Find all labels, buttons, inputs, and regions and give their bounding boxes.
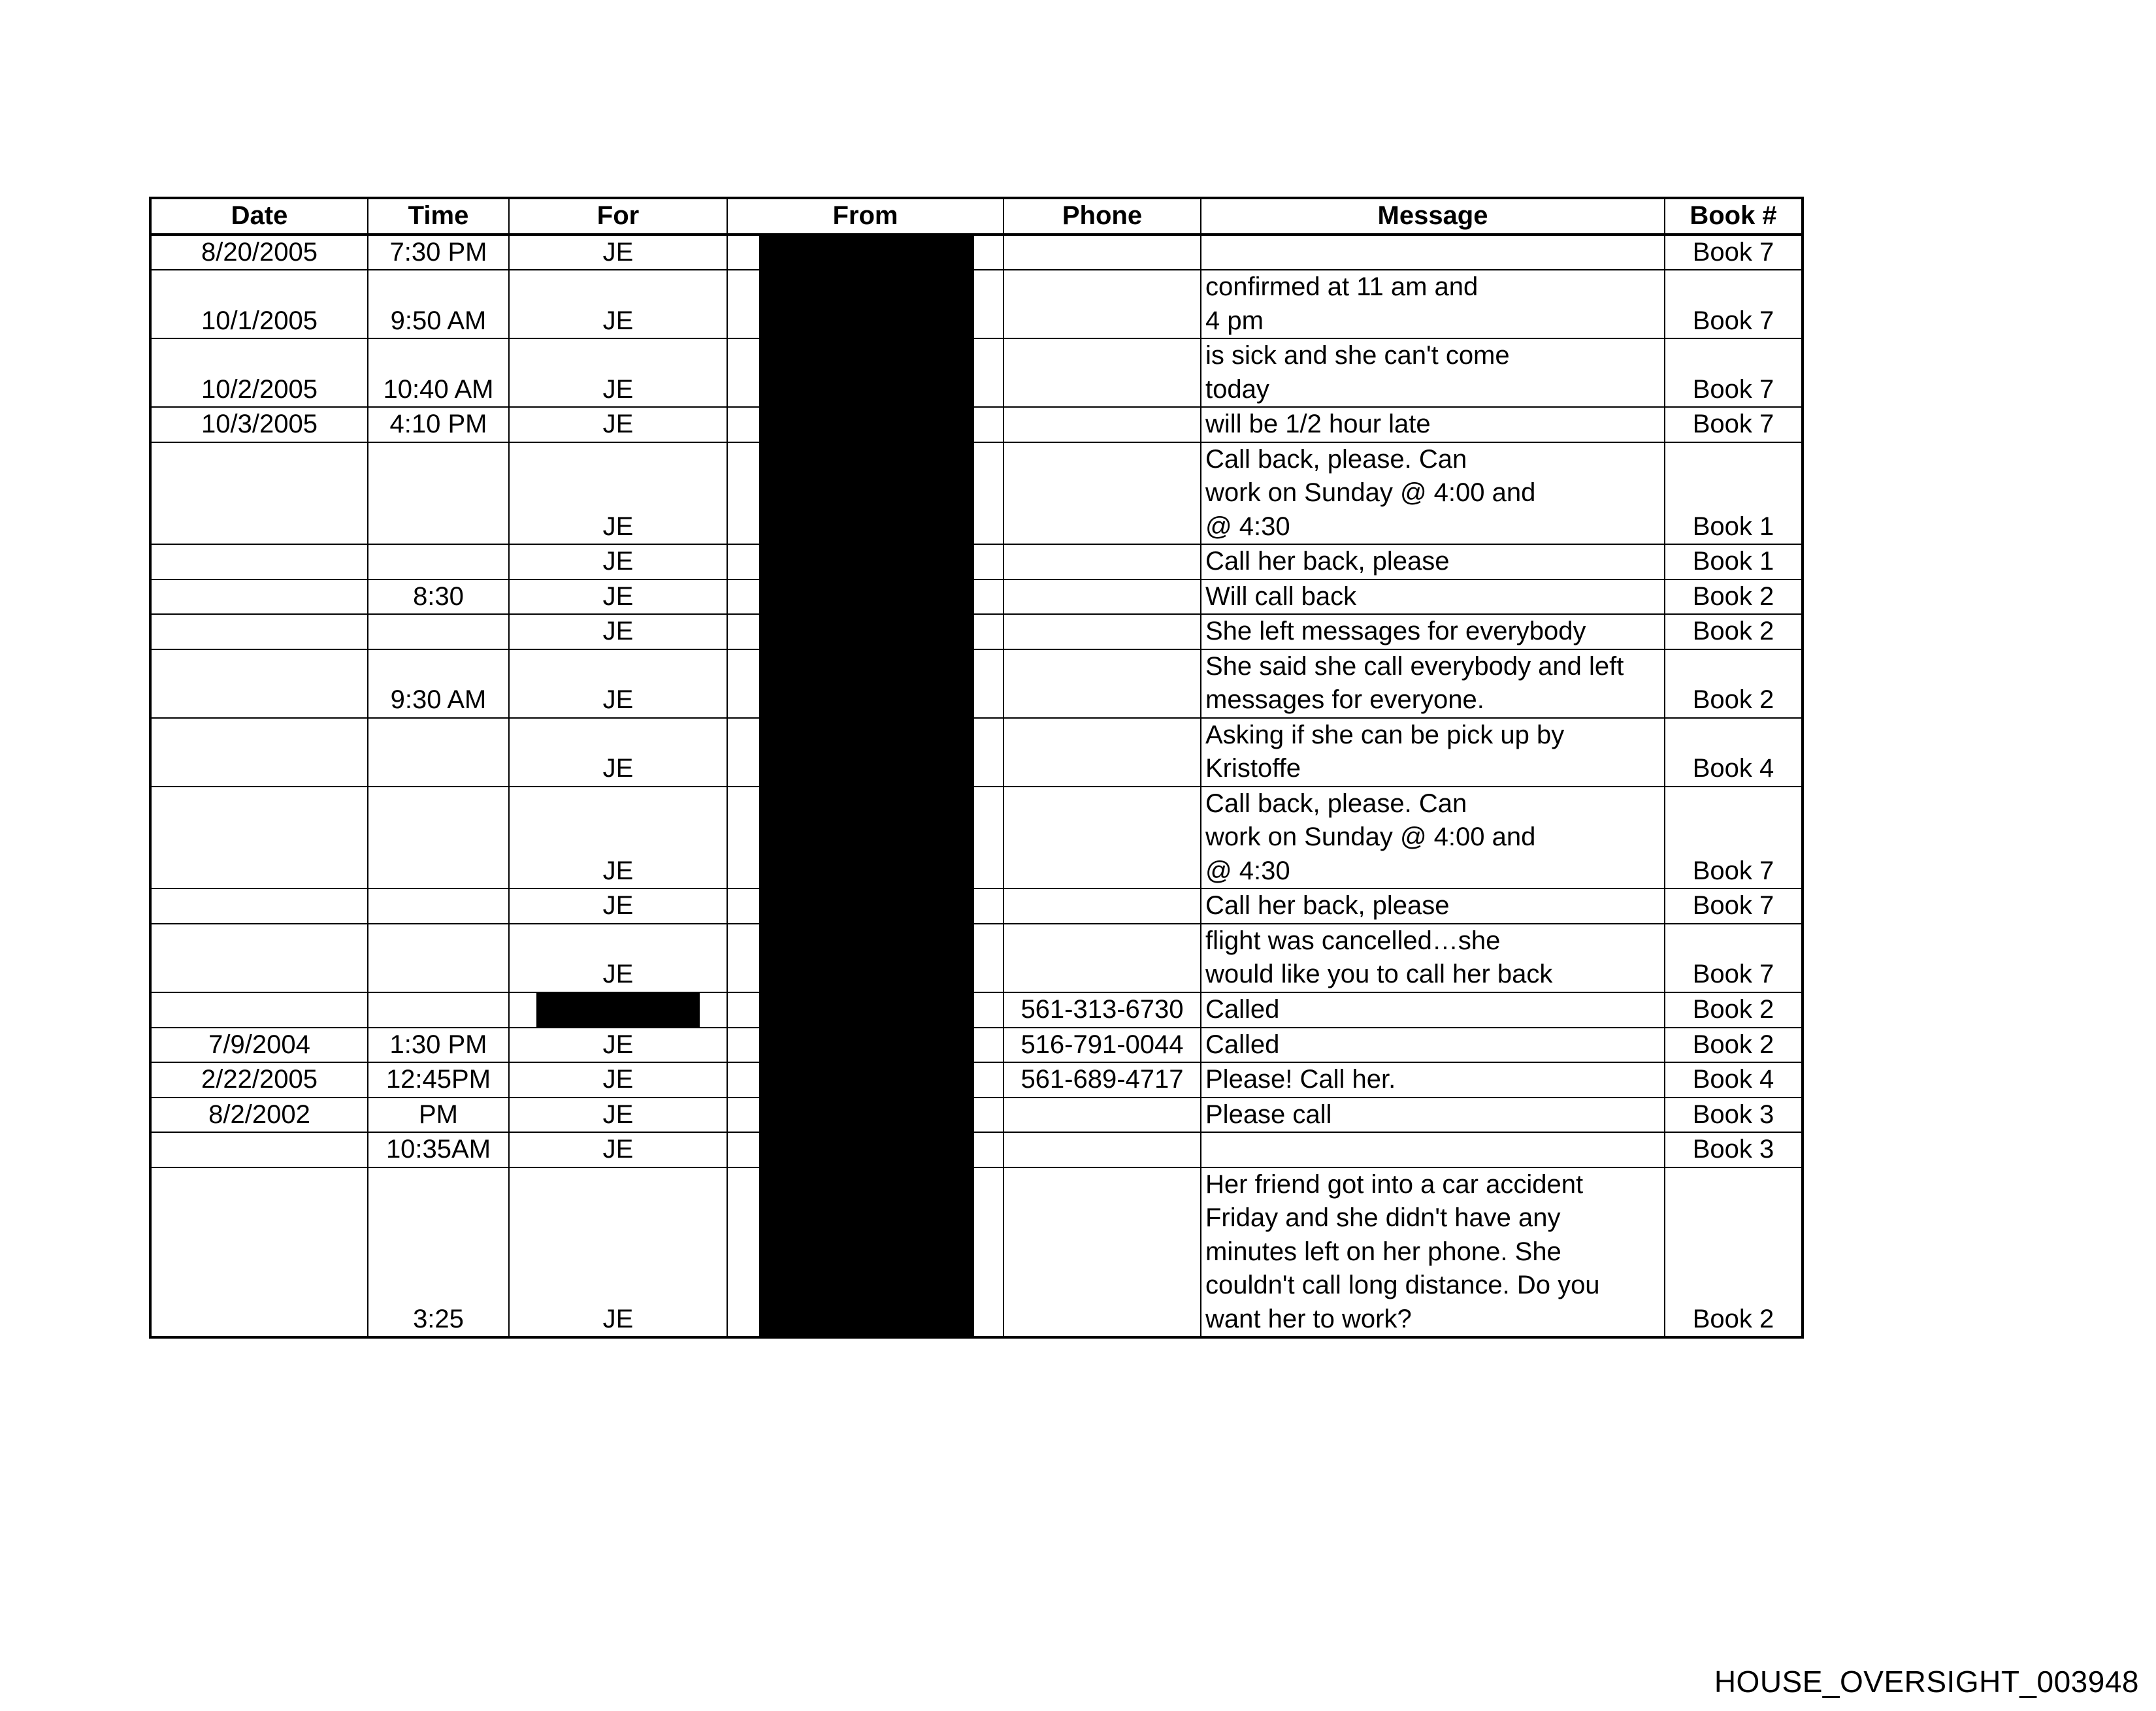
message-cell-text: Please! Call her. <box>1205 1065 1396 1094</box>
time-cell <box>368 579 509 615</box>
for-cell <box>509 992 727 1028</box>
phone-cell <box>1004 718 1201 787</box>
book-cell-text: Book 4 <box>1692 754 1774 783</box>
phone-cell <box>1004 649 1201 718</box>
date-cell-text: 8/20/2005 <box>201 237 318 267</box>
date-cell <box>150 338 368 407</box>
date-cell <box>150 614 368 649</box>
date-cell-text: 2/22/2005 <box>201 1065 318 1094</box>
table-row <box>150 442 1803 545</box>
book-cell <box>1665 888 1803 924</box>
book-cell <box>1665 924 1803 992</box>
book-cell <box>1665 338 1803 407</box>
date-cell <box>150 718 368 787</box>
message-cell <box>1201 992 1665 1028</box>
message-cell-text: is sick and she can't come today <box>1205 341 1510 404</box>
time-cell-text: 4:10 PM <box>389 410 487 438</box>
message-cell <box>1201 1028 1665 1063</box>
for-cell <box>509 407 727 442</box>
phone-cell-text: 561-689-4717 <box>1021 1065 1184 1094</box>
book-cell <box>1665 270 1803 338</box>
header-date: Date <box>150 198 368 235</box>
date-cell <box>150 1062 368 1098</box>
for-cell <box>509 787 727 889</box>
message-cell <box>1201 544 1665 579</box>
phone-cell <box>1004 888 1201 924</box>
message-cell <box>1201 1098 1665 1133</box>
table-row <box>150 1098 1803 1133</box>
for-cell <box>509 1167 727 1338</box>
phone-message-log-table <box>149 197 1804 1339</box>
date-cell-text: 10/2/2005 <box>201 374 318 404</box>
time-cell <box>368 787 509 889</box>
date-cell <box>150 649 368 718</box>
time-cell <box>368 270 509 338</box>
redaction-block <box>759 1098 974 1133</box>
for-cell-text: JE <box>602 237 634 267</box>
message-cell-text: Asking if she can be pick up by Kristoffe <box>1205 720 1565 783</box>
time-cell-text: 7:30 PM <box>389 237 487 267</box>
phone-cell <box>1004 992 1201 1028</box>
from-cell <box>727 1028 1004 1063</box>
for-cell <box>509 1098 727 1133</box>
from-cell <box>727 614 1004 649</box>
book-cell-text: Book 7 <box>1692 410 1774 438</box>
redaction-block <box>759 270 974 338</box>
table-row <box>150 614 1803 649</box>
time-cell <box>368 338 509 407</box>
time-cell-text: 9:30 AM <box>390 685 487 714</box>
for-cell-text: JE <box>602 960 634 988</box>
message-cell <box>1201 1062 1665 1098</box>
message-cell-text: will be 1/2 hour late <box>1205 410 1431 438</box>
for-cell-text: JE <box>602 1065 634 1094</box>
redaction-block <box>759 544 974 579</box>
date-cell-text: 7/9/2004 <box>208 1030 310 1059</box>
redaction-block <box>759 338 974 407</box>
phone-cell <box>1004 270 1201 338</box>
from-cell <box>727 442 1004 545</box>
table-row <box>150 270 1803 338</box>
table-row <box>150 1062 1803 1098</box>
date-cell <box>150 1167 368 1338</box>
book-cell <box>1665 1098 1803 1133</box>
message-cell-text: confirmed at 11 am and 4 pm <box>1205 272 1478 335</box>
time-cell <box>368 992 509 1028</box>
for-cell <box>509 442 727 545</box>
for-cell <box>509 718 727 787</box>
redaction-block <box>759 1167 974 1338</box>
for-cell-text: JE <box>602 306 634 335</box>
time-cell-text: 3:25 <box>413 1304 464 1333</box>
for-cell-text: JE <box>602 374 634 404</box>
redaction-block <box>759 1028 974 1063</box>
date-cell-text: 10/1/2005 <box>201 306 318 335</box>
redaction-block <box>759 235 974 270</box>
message-cell-text: She said she call everybody and left messages for everyone. <box>1205 651 1624 714</box>
date-cell <box>150 544 368 579</box>
date-cell <box>150 787 368 889</box>
time-cell <box>368 1167 509 1338</box>
for-cell-text: JE <box>602 891 634 920</box>
book-cell <box>1665 442 1803 545</box>
book-cell-text: Book 7 <box>1692 856 1774 885</box>
redaction-block <box>759 1132 974 1167</box>
for-cell-text: JE <box>602 856 634 885</box>
for-cell <box>509 649 727 718</box>
book-cell <box>1665 1062 1803 1098</box>
date-cell <box>150 1028 368 1063</box>
for-cell-text: JE <box>602 1135 634 1164</box>
message-cell-text: Will call back <box>1205 581 1357 611</box>
phone-cell <box>1004 544 1201 579</box>
book-cell <box>1665 614 1803 649</box>
from-cell <box>727 270 1004 338</box>
time-cell <box>368 407 509 442</box>
for-cell <box>509 544 727 579</box>
time-cell <box>368 1098 509 1133</box>
phone-cell-text: 561-313-6730 <box>1021 995 1184 1024</box>
redaction-block <box>759 579 974 615</box>
from-cell <box>727 1062 1004 1098</box>
time-cell <box>368 649 509 718</box>
redaction-block <box>759 1062 974 1098</box>
time-cell <box>368 614 509 649</box>
for-cell <box>509 235 727 270</box>
header-time: Time <box>368 198 509 235</box>
table-row <box>150 235 1803 270</box>
book-cell <box>1665 718 1803 787</box>
book-cell <box>1665 787 1803 889</box>
table-header-row <box>150 198 1803 235</box>
header-message: Message <box>1201 198 1665 235</box>
time-cell-text: 9:50 AM <box>390 306 487 335</box>
for-cell-text: JE <box>602 1100 634 1129</box>
phone-cell-text: 516-791-0044 <box>1021 1030 1184 1059</box>
book-cell <box>1665 544 1803 579</box>
phone-cell <box>1004 338 1201 407</box>
time-cell-text: 10:35AM <box>385 1135 491 1164</box>
message-cell <box>1201 614 1665 649</box>
message-cell-text: flight was cancelled…she would like you to call her back <box>1205 926 1553 988</box>
from-cell <box>727 544 1004 579</box>
message-cell-text: Please call <box>1205 1100 1332 1129</box>
message-cell-text: Her friend got into a car accident Friday and she didn't have any minutes left on her phone. She couldn't call long distance. Do you want her to work? <box>1205 1169 1600 1333</box>
date-cell-text: 10/3/2005 <box>201 410 318 438</box>
from-cell <box>727 1132 1004 1167</box>
table-row <box>150 544 1803 579</box>
for-cell <box>509 1062 727 1098</box>
redaction-block <box>759 718 974 787</box>
time-cell-text: 10:40 AM <box>383 374 494 404</box>
date-cell <box>150 407 368 442</box>
for-cell-text: JE <box>602 1304 634 1333</box>
for-cell-text: JE <box>602 1030 634 1059</box>
redaction-block <box>759 649 974 718</box>
date-cell <box>150 924 368 992</box>
date-cell <box>150 442 368 545</box>
phone-cell <box>1004 1062 1201 1098</box>
message-cell <box>1201 338 1665 407</box>
phone-cell <box>1004 442 1201 545</box>
book-cell-text: Book 2 <box>1692 1304 1774 1333</box>
table-row <box>150 579 1803 615</box>
date-cell <box>150 888 368 924</box>
date-cell <box>150 235 368 270</box>
message-cell <box>1201 579 1665 615</box>
time-cell <box>368 1062 509 1098</box>
header-from: From <box>727 198 1004 235</box>
from-cell <box>727 924 1004 992</box>
redaction-block <box>759 614 974 649</box>
phone-cell <box>1004 1098 1201 1133</box>
book-cell-text: Book 7 <box>1692 237 1774 267</box>
date-cell <box>150 1098 368 1133</box>
date-cell <box>150 579 368 615</box>
message-cell-text: Call her back, please <box>1205 891 1450 920</box>
message-cell <box>1201 1167 1665 1338</box>
for-cell <box>509 924 727 992</box>
header-for: For <box>509 198 727 235</box>
book-cell-text: Book 4 <box>1692 1065 1774 1094</box>
time-cell <box>368 235 509 270</box>
time-cell <box>368 1132 509 1167</box>
book-cell-text: Book 7 <box>1692 960 1774 988</box>
for-cell-text: JE <box>602 547 634 576</box>
message-cell <box>1201 888 1665 924</box>
message-cell <box>1201 649 1665 718</box>
redaction-block <box>759 787 974 889</box>
time-cell <box>368 888 509 924</box>
message-cell-text: Call back, please. Can work on Sunday @ 4:00 and @ 4:30 <box>1205 789 1536 885</box>
table-row <box>150 924 1803 992</box>
message-cell-text: Call back, please. Can work on Sunday @ 4:00 and @ 4:30 <box>1205 444 1536 541</box>
time-cell-text: 12:45PM <box>385 1065 491 1094</box>
book-cell <box>1665 235 1803 270</box>
from-cell <box>727 579 1004 615</box>
message-cell-text: Called <box>1205 1030 1280 1059</box>
table-row <box>150 407 1803 442</box>
table-row <box>150 1028 1803 1063</box>
redaction-block <box>759 442 974 545</box>
book-cell-text: Book 1 <box>1692 512 1774 541</box>
time-cell-text: 1:30 PM <box>389 1030 487 1059</box>
book-cell-text: Book 7 <box>1692 306 1774 335</box>
table-row <box>150 992 1803 1028</box>
book-cell-text: Book 7 <box>1692 374 1774 404</box>
for-cell-text: JE <box>602 617 634 645</box>
book-cell-text: Book 7 <box>1692 891 1774 920</box>
book-cell <box>1665 407 1803 442</box>
phone-cell <box>1004 579 1201 615</box>
book-cell <box>1665 992 1803 1028</box>
date-cell <box>150 992 368 1028</box>
table-row <box>150 1132 1803 1167</box>
for-cell <box>509 270 727 338</box>
from-cell <box>727 1098 1004 1133</box>
redaction-block <box>759 407 974 442</box>
message-cell-text: She left messages for everybody <box>1205 617 1586 645</box>
book-cell-text: Book 2 <box>1692 581 1774 611</box>
from-cell <box>727 992 1004 1028</box>
redaction-block <box>759 992 974 1028</box>
phone-cell <box>1004 924 1201 992</box>
message-cell <box>1201 235 1665 270</box>
table-row <box>150 718 1803 787</box>
from-cell <box>727 1167 1004 1338</box>
time-cell <box>368 442 509 545</box>
message-cell <box>1201 407 1665 442</box>
for-cell <box>509 888 727 924</box>
table-row <box>150 787 1803 889</box>
message-cell <box>1201 1132 1665 1167</box>
time-cell <box>368 1028 509 1063</box>
from-cell <box>727 718 1004 787</box>
book-cell <box>1665 649 1803 718</box>
book-cell <box>1665 579 1803 615</box>
phone-cell <box>1004 1028 1201 1063</box>
time-cell <box>368 924 509 992</box>
message-cell <box>1201 442 1665 545</box>
date-cell-text: 8/2/2002 <box>208 1100 310 1129</box>
for-cell-text: JE <box>602 685 634 714</box>
from-cell <box>727 235 1004 270</box>
book-cell <box>1665 1132 1803 1167</box>
book-cell-text: Book 3 <box>1692 1100 1774 1129</box>
date-cell <box>150 270 368 338</box>
time-cell-text: PM <box>419 1100 458 1129</box>
from-cell <box>727 888 1004 924</box>
book-cell-text: Book 2 <box>1692 995 1774 1024</box>
redaction-block <box>759 888 974 924</box>
message-cell <box>1201 924 1665 992</box>
phone-cell <box>1004 407 1201 442</box>
message-cell <box>1201 787 1665 889</box>
for-cell <box>509 579 727 615</box>
table-body <box>150 235 1803 1338</box>
for-cell-text: JE <box>602 754 634 783</box>
book-cell-text: Book 3 <box>1692 1135 1774 1164</box>
book-cell-text: Book 2 <box>1692 617 1774 645</box>
for-cell <box>509 338 727 407</box>
for-cell <box>509 1132 727 1167</box>
book-cell-text: Book 2 <box>1692 685 1774 714</box>
phone-cell <box>1004 1167 1201 1338</box>
table-row <box>150 1167 1803 1338</box>
from-cell <box>727 787 1004 889</box>
header-phone: Phone <box>1004 198 1201 235</box>
phone-cell <box>1004 614 1201 649</box>
from-cell <box>727 338 1004 407</box>
bates-number: HOUSE_OVERSIGHT_003948 <box>1714 1665 2139 1699</box>
from-cell <box>727 649 1004 718</box>
for-cell-text: JE <box>602 581 634 611</box>
for-cell-text: JE <box>602 512 634 541</box>
message-cell-text: Call her back, please <box>1205 547 1450 576</box>
for-cell-text: JE <box>602 410 634 438</box>
table-row <box>150 649 1803 718</box>
phone-cell <box>1004 1132 1201 1167</box>
table-row <box>150 888 1803 924</box>
redaction-block <box>759 924 974 992</box>
redaction-block <box>536 993 700 1027</box>
table-row <box>150 338 1803 407</box>
time-cell <box>368 718 509 787</box>
message-cell <box>1201 270 1665 338</box>
message-cell <box>1201 718 1665 787</box>
book-cell-text: Book 1 <box>1692 547 1774 576</box>
phone-cell <box>1004 235 1201 270</box>
time-cell <box>368 544 509 579</box>
message-cell-text: Called <box>1205 995 1280 1024</box>
header-book: Book # <box>1665 198 1803 235</box>
for-cell <box>509 614 727 649</box>
time-cell-text: 8:30 <box>413 581 464 611</box>
book-cell <box>1665 1028 1803 1063</box>
book-cell <box>1665 1167 1803 1338</box>
for-cell <box>509 1028 727 1063</box>
from-cell <box>727 407 1004 442</box>
book-cell-text: Book 2 <box>1692 1030 1774 1059</box>
date-cell <box>150 1132 368 1167</box>
phone-cell <box>1004 787 1201 889</box>
